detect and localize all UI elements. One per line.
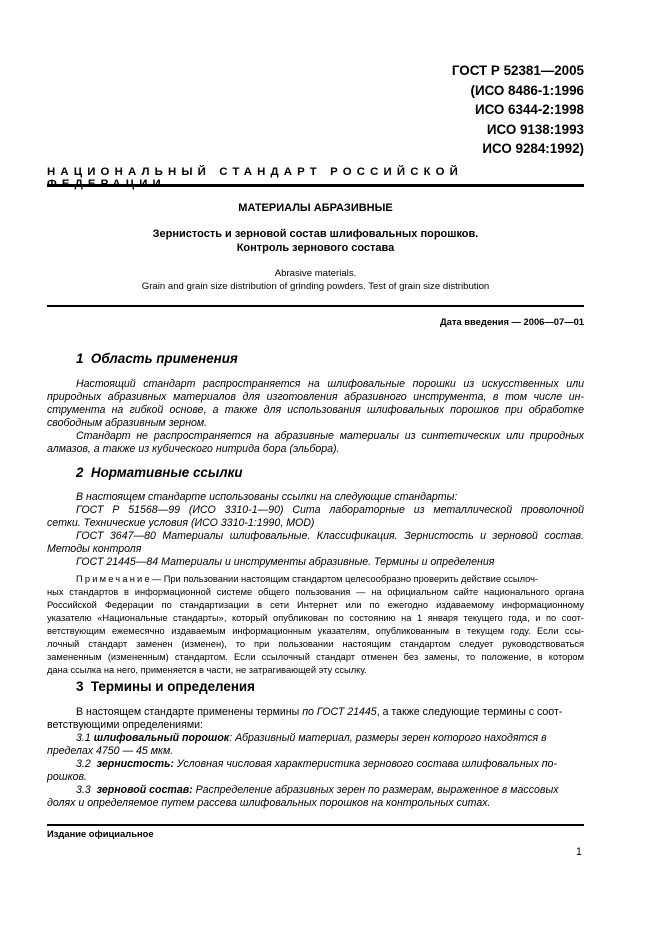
section-number: 3 [76, 679, 84, 694]
reference-line: ГОСТ 3647—80 Материалы шлифовальные. Классификация. Зернистость и зерновой состав. [76, 530, 584, 542]
term: зернистость: [96, 758, 174, 770]
note-line: ных стандартов в информационной системе общего пользования — на официальном сайте национального органа [47, 587, 584, 597]
english-title [47, 267, 584, 293]
term-definition-cont: пределах 4750 — 45 мкм. [47, 745, 174, 757]
note-line: дана ссылка на него, применяется в части, не затрагивающей эту ссылку. [47, 665, 367, 675]
note-line: Примечание— При пользовании настоящим стандартом целесообразно проверить действие ссылоч- [76, 574, 539, 584]
paragraph-line: Стандарт не распространяется на абразивные материалы из синтетических или природных [76, 430, 584, 442]
iso-reference: (ИСО 8486-1:1996 [470, 82, 584, 98]
paragraph-line: ветствующими определениями: [47, 719, 203, 731]
paragraph-line: В настоящем стандарте применены термины по ГОСТ 21445, а также следующие термины с соот- [76, 706, 563, 718]
reference-line: Методы контроля [47, 543, 142, 555]
section-title: Термины и определения [90, 679, 255, 694]
note-line: замененным (измененным) стандартом. Если ссылочный стандарт отменен без замены, то положение, в котором [47, 652, 584, 662]
standard-designation: ГОСТ Р 52381—2005 [451, 63, 584, 78]
note-label: Примечание [76, 574, 152, 584]
section-title: Область применения [90, 351, 238, 366]
term: зерновой состав: [96, 784, 193, 796]
term-definition: 3.3 зерновой состав: Распределение абразивных зерен по размерам, выраженное в массовых [76, 784, 559, 796]
reference-line: сетки. Технические условия (ИСО 3310-1:1990, MOD) [47, 517, 315, 529]
standard-reference: по ГОСТ 21445 [302, 706, 377, 718]
paragraph-line: Настоящий стандарт распространяется на шлифовальные порошки из искусственных или [76, 378, 584, 390]
iso-reference: ИСО 9138:1993 [486, 121, 584, 137]
paragraph-line: В настоящем стандарте использованы ссылки на следующие стандарты: [76, 491, 458, 503]
document-title: МАТЕРИАЛЫ АБРАЗИВНЫЕ [238, 202, 393, 214]
official-edition-label: Издание официальное [47, 828, 154, 839]
note-line: ветствующим ежемесячно издаваемым информационным указателям, опубликованным в текущем году. Если ссы- [47, 626, 584, 636]
reference-line: ГОСТ Р 51568—99 (ИСО 3310-1—90) Сита лабораторные из металлической проволочной [76, 504, 584, 516]
subtitle-line: Контроль зернового состава [236, 241, 395, 254]
section-2-heading [76, 465, 243, 480]
iso-reference: ИСО 9284:1992) [482, 141, 584, 156]
term: шлифовальный порошок [93, 732, 230, 744]
header-rule [47, 184, 584, 187]
english-title-line: Grain and grain size distribution of grinding powders. Test of grain size distribution [141, 281, 490, 292]
title-rule [47, 305, 584, 307]
term-definition-cont: долях и определяемое путем рассева шлифовальных порошков на контрольных ситах. [47, 797, 491, 809]
page-number: 1 [576, 846, 582, 858]
english-title-line: Abrasive materials. [274, 268, 357, 279]
reference-line: ГОСТ 21445—84 Материалы и инструменты абразивные. Термины и определения [76, 556, 495, 568]
document-subtitle [47, 228, 584, 255]
introduction-date: Дата введения — 2006—07—01 [439, 316, 584, 327]
national-standard-banner: НАЦИОНАЛЬНЫЙ СТАНДАРТ РОССИЙСКОЙ [47, 166, 464, 178]
term-definition-cont: рошков. [47, 771, 87, 783]
subtitle-line: Зернистость и зерновой состав шлифовальных порошков. [152, 228, 479, 240]
section-title: Нормативные ссылки [90, 465, 243, 480]
section-3-heading [76, 679, 255, 694]
iso-reference: ИСО 6344-2:1998 [474, 102, 584, 117]
section-1-heading [76, 351, 238, 366]
footer-rule [47, 824, 584, 826]
standard-designation-block [452, 61, 584, 159]
note-line: лочный стандарт заменен (изменен), то при пользовании настоящим стандартом следует руководствоваться [47, 639, 584, 649]
paragraph-line: алмазов, а также из кубического нитрида бора (эльбора). [47, 443, 340, 455]
term-definition: 3.1 шлифовальный порошок: Абразивный материал, размеры зерен которого находятся в [76, 732, 547, 744]
note-line: Российской Федерации по стандартизации в сети Интернет или по ежегодно издаваемому информационному [47, 600, 584, 610]
note-line: указателю «Национальные стандарты», который опубликован по состоянию на 1 января текущего года, и по соот- [47, 613, 584, 623]
section-number: 1 [76, 351, 84, 366]
section-number: 2 [76, 465, 84, 480]
paragraph-line: струмента на гибкой основе, а также для использования шлифовальных порошков при обработке [47, 404, 584, 416]
paragraph-line: свободным абразивным зерном. [47, 417, 208, 429]
paragraph-line: природных абразивных материалов для изготовления абразивного инструмента, в том числе ин- [47, 391, 584, 403]
term-definition: 3.2 зернистость: Условная числовая характеристика зернового состава шлифовальных по- [76, 758, 557, 770]
